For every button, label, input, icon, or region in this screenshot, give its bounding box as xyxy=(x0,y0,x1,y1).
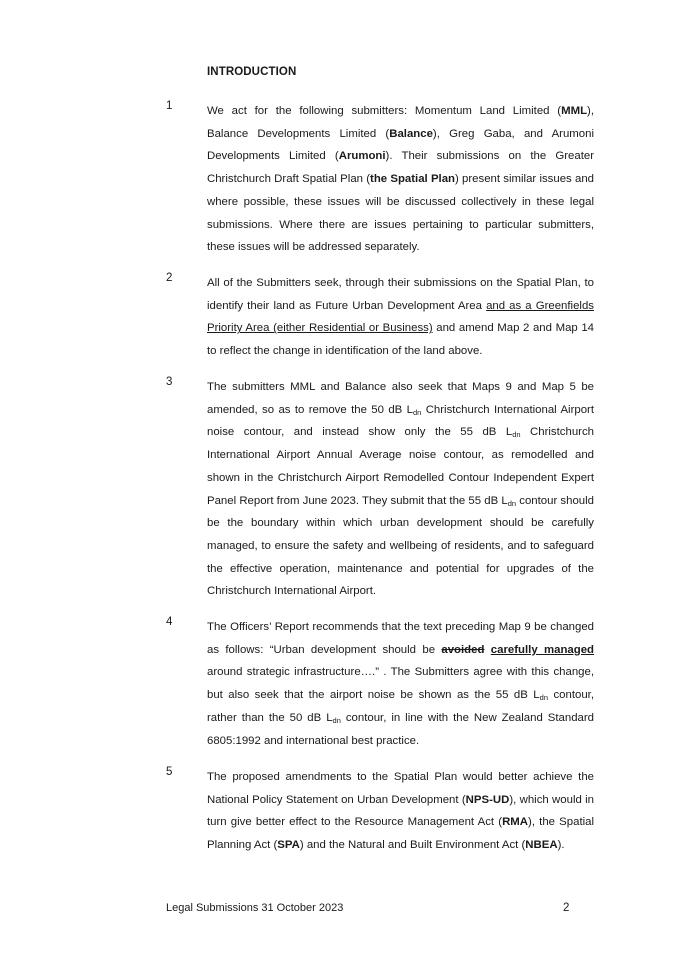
deleted-text: avoided xyxy=(441,643,485,656)
inserted-text: and as a Greenfields Priority Area (either Residential or Business) xyxy=(207,299,594,335)
paragraph-text: The proposed amendments to the Spatial Plan would better achieve the National Policy Statement on Urban Development (NPS-UD), which would in turn give better effect to the Resource Management Act (RMA), the Spatial Planning Act (SPA) and the Natural and Built Environment Act (NBEA). xyxy=(207,771,595,852)
inserted-text: carefully managed xyxy=(490,643,595,656)
paragraph-text: The Officers’ Report recommends that the text preceding Map 9 be changed as follows: “Urban development should be avoided carefully managed around strategic infrastructure….” . The Submitters agree with this change, but also seek that the airport noise be shown as the 55 dB $L_{dn}$ contour, rather than the 50 dB $L_{dn}$ contour, in line with the New Zealand Standard 6805:1992 and international best practice. xyxy=(207,621,595,747)
section-heading: INTRODUCTION xyxy=(207,66,297,78)
paragraph-number: 4 xyxy=(166,616,173,628)
paragraph-number: 2 xyxy=(166,272,173,284)
paragraph-number: 5 xyxy=(166,766,173,778)
footer-text: Legal Submissions 31 October 2023 xyxy=(166,902,344,914)
paragraph-text: All of the Submitters seek, through their submissions on the Spatial Plan, to identify their land as Future Urban Development Area and as a Greenfields Priority Area (either Residential or Business) and amend Map 2 and Map 14 to reflect the change in identification of the land above. xyxy=(207,277,595,358)
paragraph-text: The submitters MML and Balance also seek that Maps 9 and Map 5 be amended, so as to remove the 50 dB $L_{dn}$ Christchurch International Airport noise contour, and instead show only the 55 dB $L_{dn}$ Christchurch International Airport Annual Average noise contour, as remodelled and shown in the Christchurch Airport Remodelled Contour Independent Expert Panel Report from June 2023. They submit that the 55 dB $L_{dn}$ contour should be the boundary within which urban development should be carefully managed, to ensure the safety and wellbeing of residents, and to safeguard the effective operation, maintenance and potential for upgrades of the Christchurch International Airport. xyxy=(207,381,594,598)
paragraph-number: 1 xyxy=(166,100,173,112)
paragraph-text: We act for the following submitters: Momentum Land Limited (MML), Balance Developments Limited (Balance), Greg Gaba, and Arumoni Developments Limited (Arumoni). Their submissions on the Greater Christchurch Draft Spatial Plan (the Spatial Plan) present similar issues and where possible, these issues will be discussed collectively in these legal submissions. Where there are issues pertaining to particular submitters, these issues will be addressed separately. xyxy=(207,105,594,254)
page-number: 2 xyxy=(563,902,570,914)
paragraph-number: 3 xyxy=(166,376,173,388)
